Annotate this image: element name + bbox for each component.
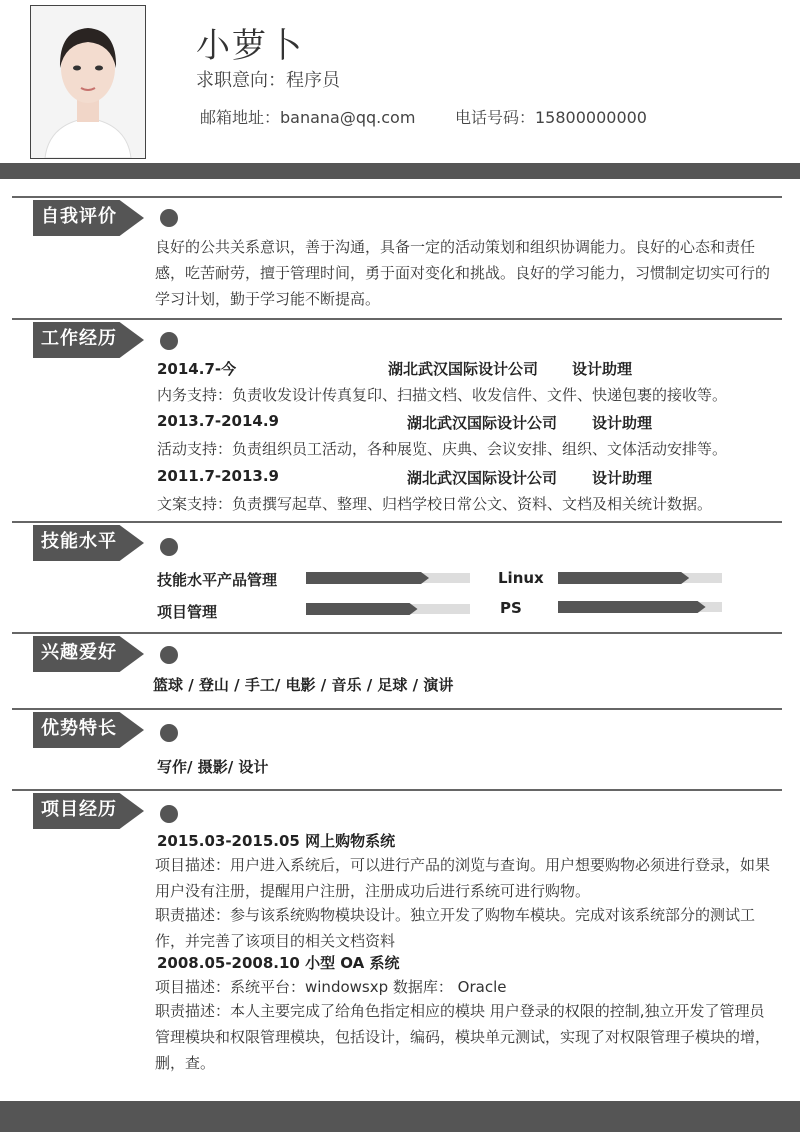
profile-photo xyxy=(30,5,146,159)
hobbies-text: 篮球 / 登山 / 手工/ 电影 / 音乐 / 足球 / 演讲 xyxy=(153,676,454,694)
skill-bar xyxy=(558,602,722,612)
work-period: 2013.7-2014.9 xyxy=(157,412,279,430)
section-title-strengths: 优势特长 xyxy=(41,718,117,739)
section-bullet-dot xyxy=(160,538,178,556)
section-divider xyxy=(12,318,782,320)
work-role: 设计助理 xyxy=(572,360,633,378)
project-heading: 2015.03-2015.05 网上购物系统 xyxy=(157,832,396,850)
section-bullet-dot xyxy=(160,209,178,227)
work-period: 2014.7-今 xyxy=(157,360,237,378)
header-divider-bar xyxy=(0,163,800,179)
phone-info: 电话号码：15800000000 xyxy=(455,108,647,127)
work-role: 设计助理 xyxy=(592,414,653,432)
section-title-self-evaluation: 自我评价 xyxy=(41,206,117,227)
section-bullet-dot xyxy=(160,724,178,742)
skill-label: PS xyxy=(500,599,522,617)
project-duty: 职责描述：参与该系统购物模块设计。独立开发了购物车模块。完成对该系统部分的测试工作，并完善了该项目的相关文档资料 xyxy=(155,906,756,950)
section-divider xyxy=(12,632,782,634)
work-period: 2011.7-2013.9 xyxy=(157,467,279,485)
skill-label: 项目管理 xyxy=(157,603,218,621)
work-description: 活动支持：负责组织员工活动，各种展览、庆典、会议安排、组织、文体活动安排等。 xyxy=(157,440,728,458)
project-duty: 职责描述：本人主要完成了给角色指定相应的模块 用户登录的权限的控制,独立开发了管理员管理模块和权限管理模块，包括设计，编码，模块单元测试，实现了对权限管理子模块的增，删，查。 xyxy=(155,1002,771,1072)
self-evaluation-text: 良好的公共关系意识，善于沟通，具备一定的活动策划和组织协调能力。良好的心态和责任感，吃苦耐劳，擅于管理时间，勇于面对变化和挑战。良好的学习能力，习惯制定切实可行的学习计划，勤于学习能不断提高。 xyxy=(155,238,771,308)
section-title-skills: 技能水平 xyxy=(41,531,117,552)
skill-bar-fill xyxy=(558,601,706,613)
strengths-text: 写作/ 摄影/ 设计 xyxy=(157,758,269,776)
section-bullet-dot xyxy=(160,646,178,664)
section-title-projects: 项目经历 xyxy=(41,799,117,820)
skill-bar xyxy=(558,573,722,583)
skill-bar xyxy=(306,604,470,614)
work-company: 湖北武汉国际设计公司 xyxy=(407,414,558,432)
section-divider xyxy=(12,521,782,523)
skill-label: 技能水平产品管理 xyxy=(157,571,278,589)
work-role: 设计助理 xyxy=(592,469,653,487)
section-divider xyxy=(12,196,782,198)
project-description: 项目描述：系统平台：windowsxp 数据库： Oracle xyxy=(155,978,507,996)
job-intent: 求职意向：程序员 xyxy=(196,70,340,91)
work-description: 文案支持：负责撰写起草、整理、归档学校日常公文、资料、文档及相关统计数据。 xyxy=(157,495,713,513)
work-description: 内务支持：负责收发设计传真复印、扫描文档、收发信件、文件、快递包裹的接收等。 xyxy=(157,386,728,404)
section-title-hobbies: 兴趣爱好 xyxy=(41,642,117,663)
skill-bar-fill xyxy=(558,572,689,584)
section-divider xyxy=(12,789,782,791)
candidate-name: 小萝卜 xyxy=(196,26,304,66)
skill-label: Linux xyxy=(498,569,544,587)
work-company: 湖北武汉国际设计公司 xyxy=(388,360,539,378)
email-info: 邮箱地址：banana@qq.com xyxy=(200,108,416,127)
footer-bar xyxy=(0,1101,800,1132)
section-divider xyxy=(12,708,782,710)
section-title-work-experience: 工作经历 xyxy=(41,328,117,349)
project-description: 项目描述：用户进入系统后，可以进行产品的浏览与查询。用户想要购物必须进行登录，如果用户没有注册，提醒用户注册，注册成功后进行系统可进行购物。 xyxy=(155,856,771,900)
skill-bar xyxy=(306,573,470,583)
work-company: 湖北武汉国际设计公司 xyxy=(407,469,558,487)
skill-bar-fill xyxy=(306,572,429,584)
section-bullet-dot xyxy=(160,805,178,823)
section-bullet-dot xyxy=(160,332,178,350)
skill-bar-fill xyxy=(306,603,418,615)
project-heading: 2008.05-2008.10 小型 OA 系统 xyxy=(157,954,400,972)
